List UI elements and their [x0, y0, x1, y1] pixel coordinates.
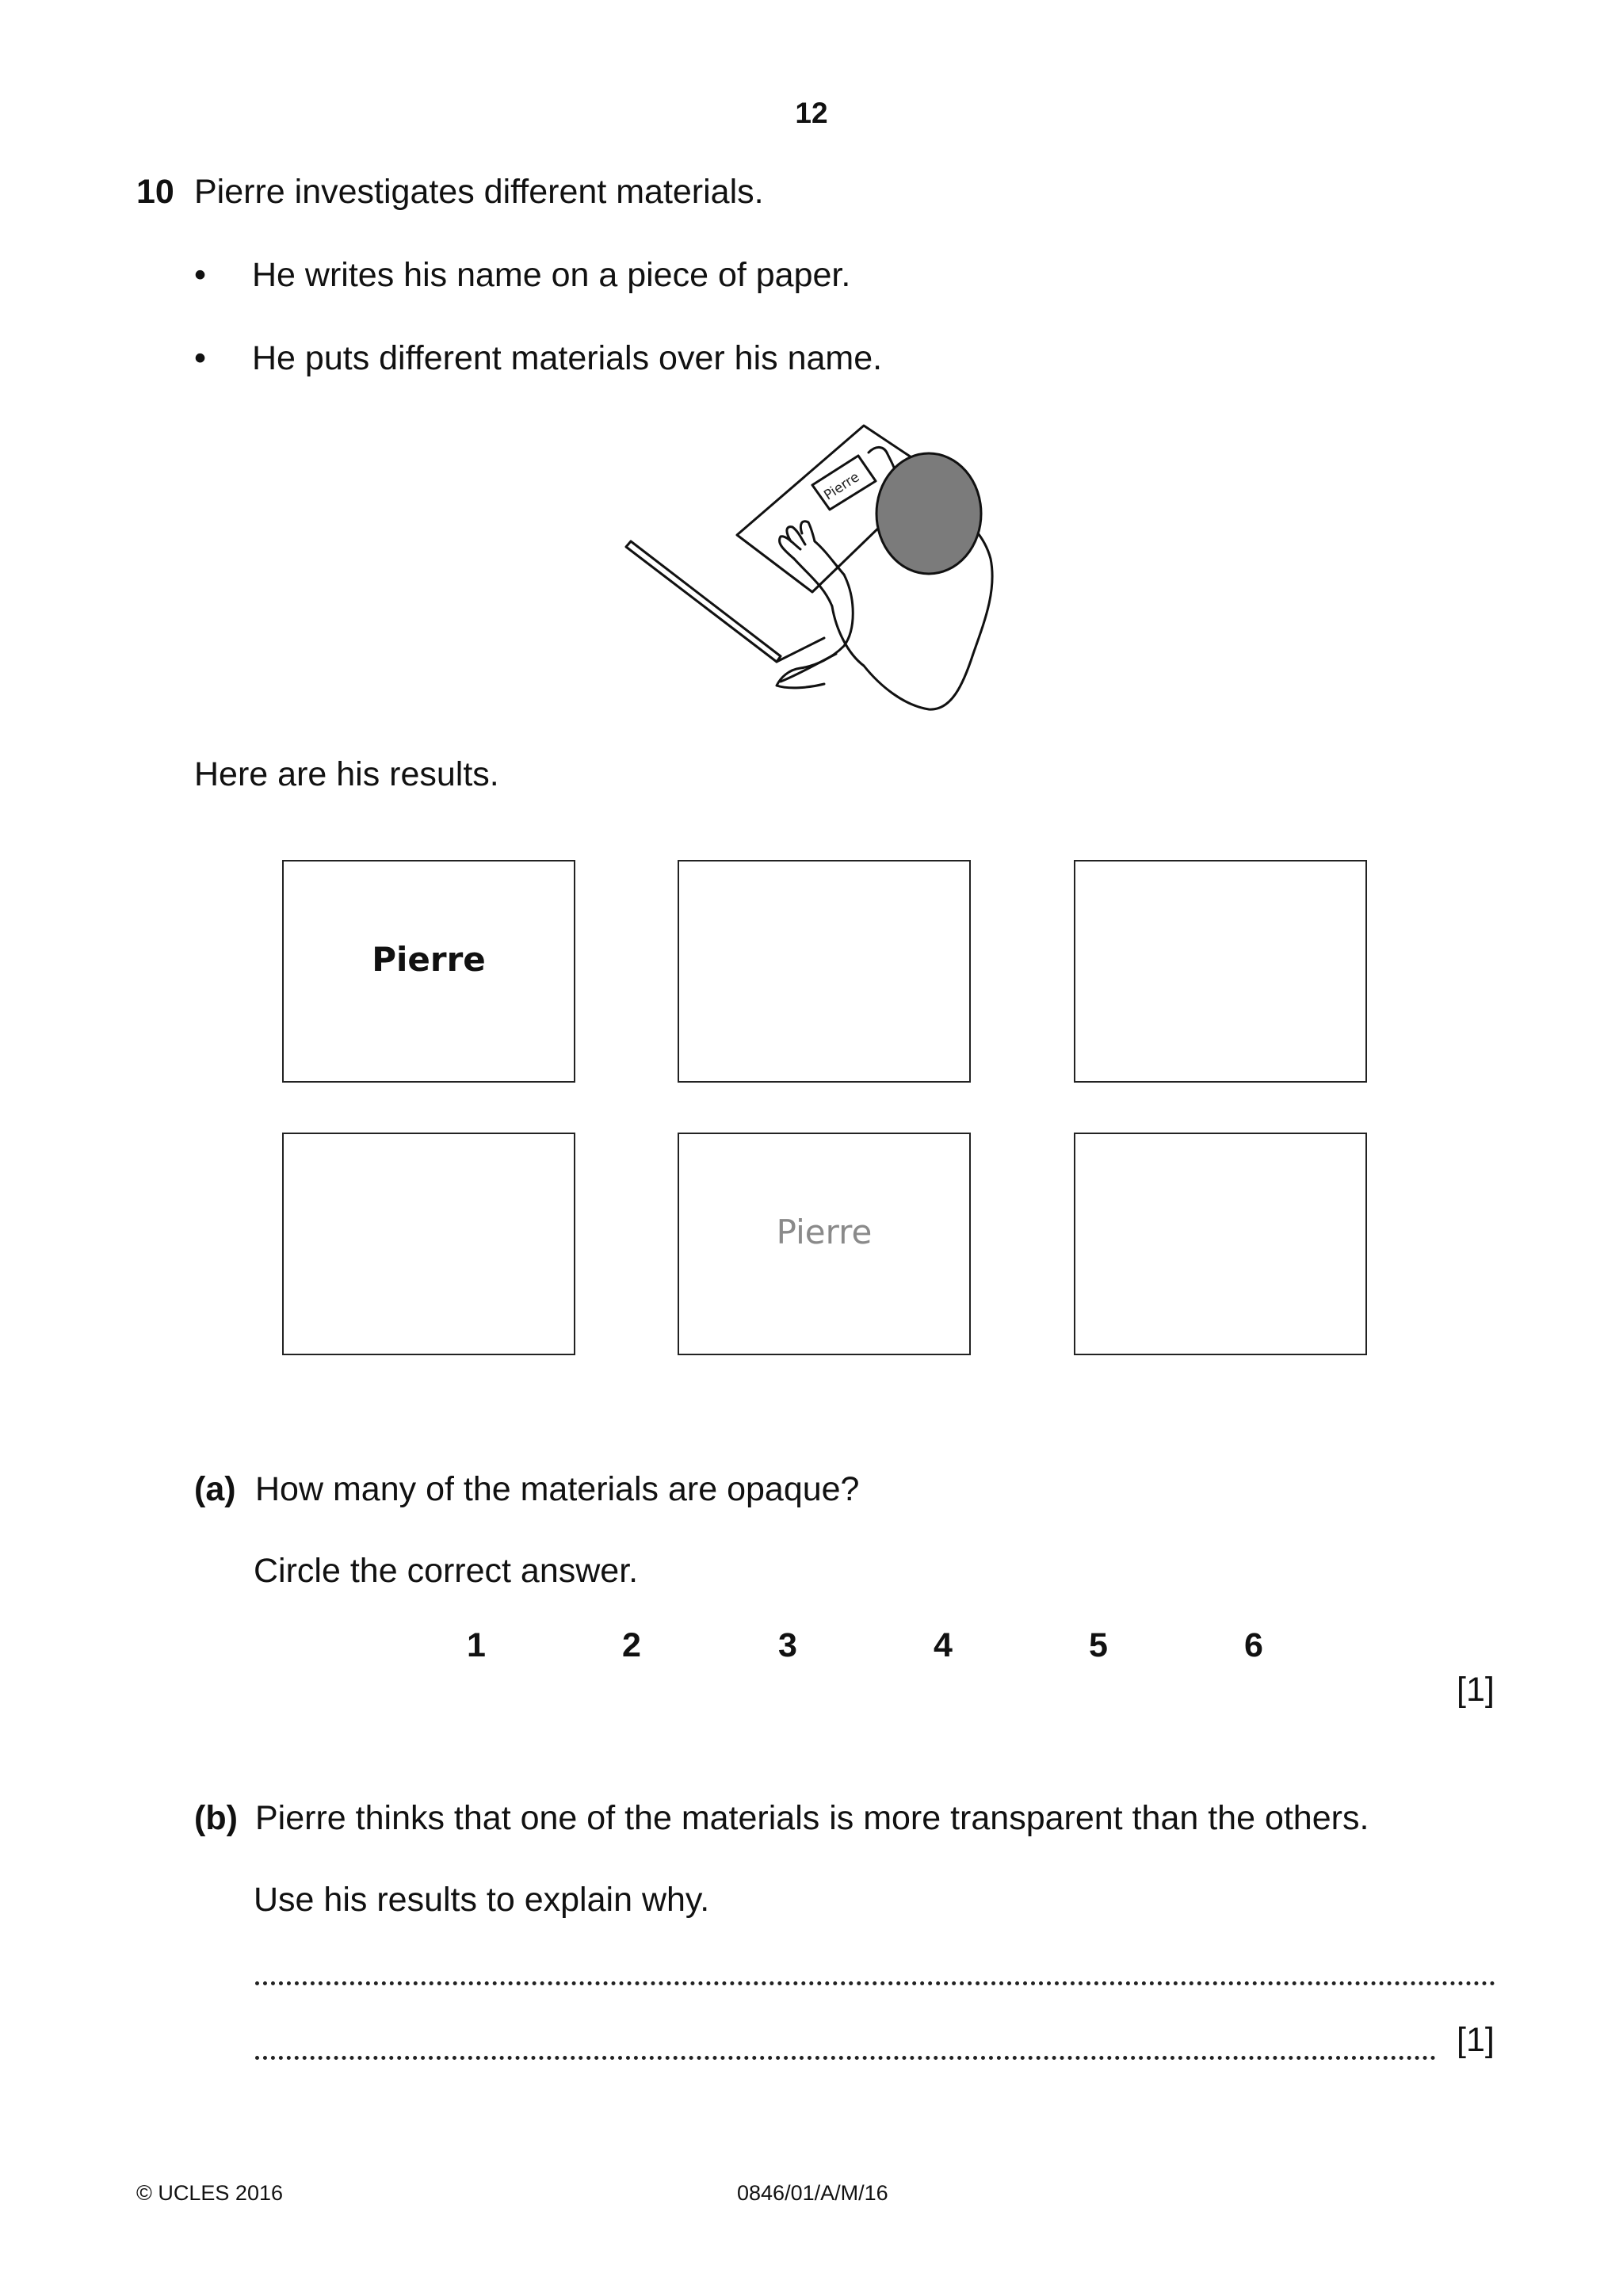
question-text: Pierre investigates different materials. [194, 173, 764, 211]
result-box [678, 1133, 971, 1355]
answer-line[interactable] [255, 1981, 1495, 1985]
part-a-label: (a) [194, 1470, 236, 1508]
result-text: Pierre [776, 1213, 873, 1251]
answer-option[interactable]: 2 [622, 1626, 641, 1664]
bullet-item: He writes his name on a piece of paper. [252, 256, 851, 294]
boy-with-paper-drawing [618, 416, 1014, 717]
answer-option[interactable]: 3 [778, 1626, 797, 1664]
part-b-marks: [1] [1457, 2021, 1495, 2059]
footer-copyright: © UCLES 2016 [136, 2181, 283, 2205]
bullet-item: He puts different materials over his name. [252, 339, 883, 377]
results-intro: Here are his results. [194, 755, 499, 793]
footer-paper-code: 0846/01/A/M/16 [737, 2181, 888, 2205]
pierre-illustration [618, 416, 1014, 717]
part-a-instruction: Circle the correct answer. [254, 1552, 639, 1590]
answer-line[interactable] [255, 2056, 1436, 2060]
part-a-question: How many of the materials are opaque? [255, 1470, 860, 1508]
answer-option[interactable]: 1 [467, 1626, 486, 1664]
part-b-label: (b) [194, 1799, 238, 1837]
answer-option[interactable]: 5 [1089, 1626, 1108, 1664]
result-box [1074, 1133, 1367, 1355]
answer-option[interactable]: 6 [1244, 1626, 1263, 1664]
result-box [282, 1133, 575, 1355]
part-b-question: Pierre thinks that one of the materials is more transparent than the others. [255, 1799, 1369, 1837]
question-number: 10 [136, 173, 174, 211]
part-a-marks: [1] [1457, 1671, 1495, 1709]
answer-option[interactable]: 4 [934, 1626, 953, 1664]
page-number: 12 [795, 97, 828, 129]
result-box [282, 860, 575, 1083]
result-box [678, 860, 971, 1083]
bullet-icon: • [194, 339, 207, 377]
result-box [1074, 860, 1367, 1083]
part-b-instruction: Use his results to explain why. [254, 1881, 710, 1919]
bullet-icon: • [194, 256, 207, 294]
result-text: Pierre [372, 940, 486, 979]
illustration-name-label: Pierre [821, 469, 863, 504]
